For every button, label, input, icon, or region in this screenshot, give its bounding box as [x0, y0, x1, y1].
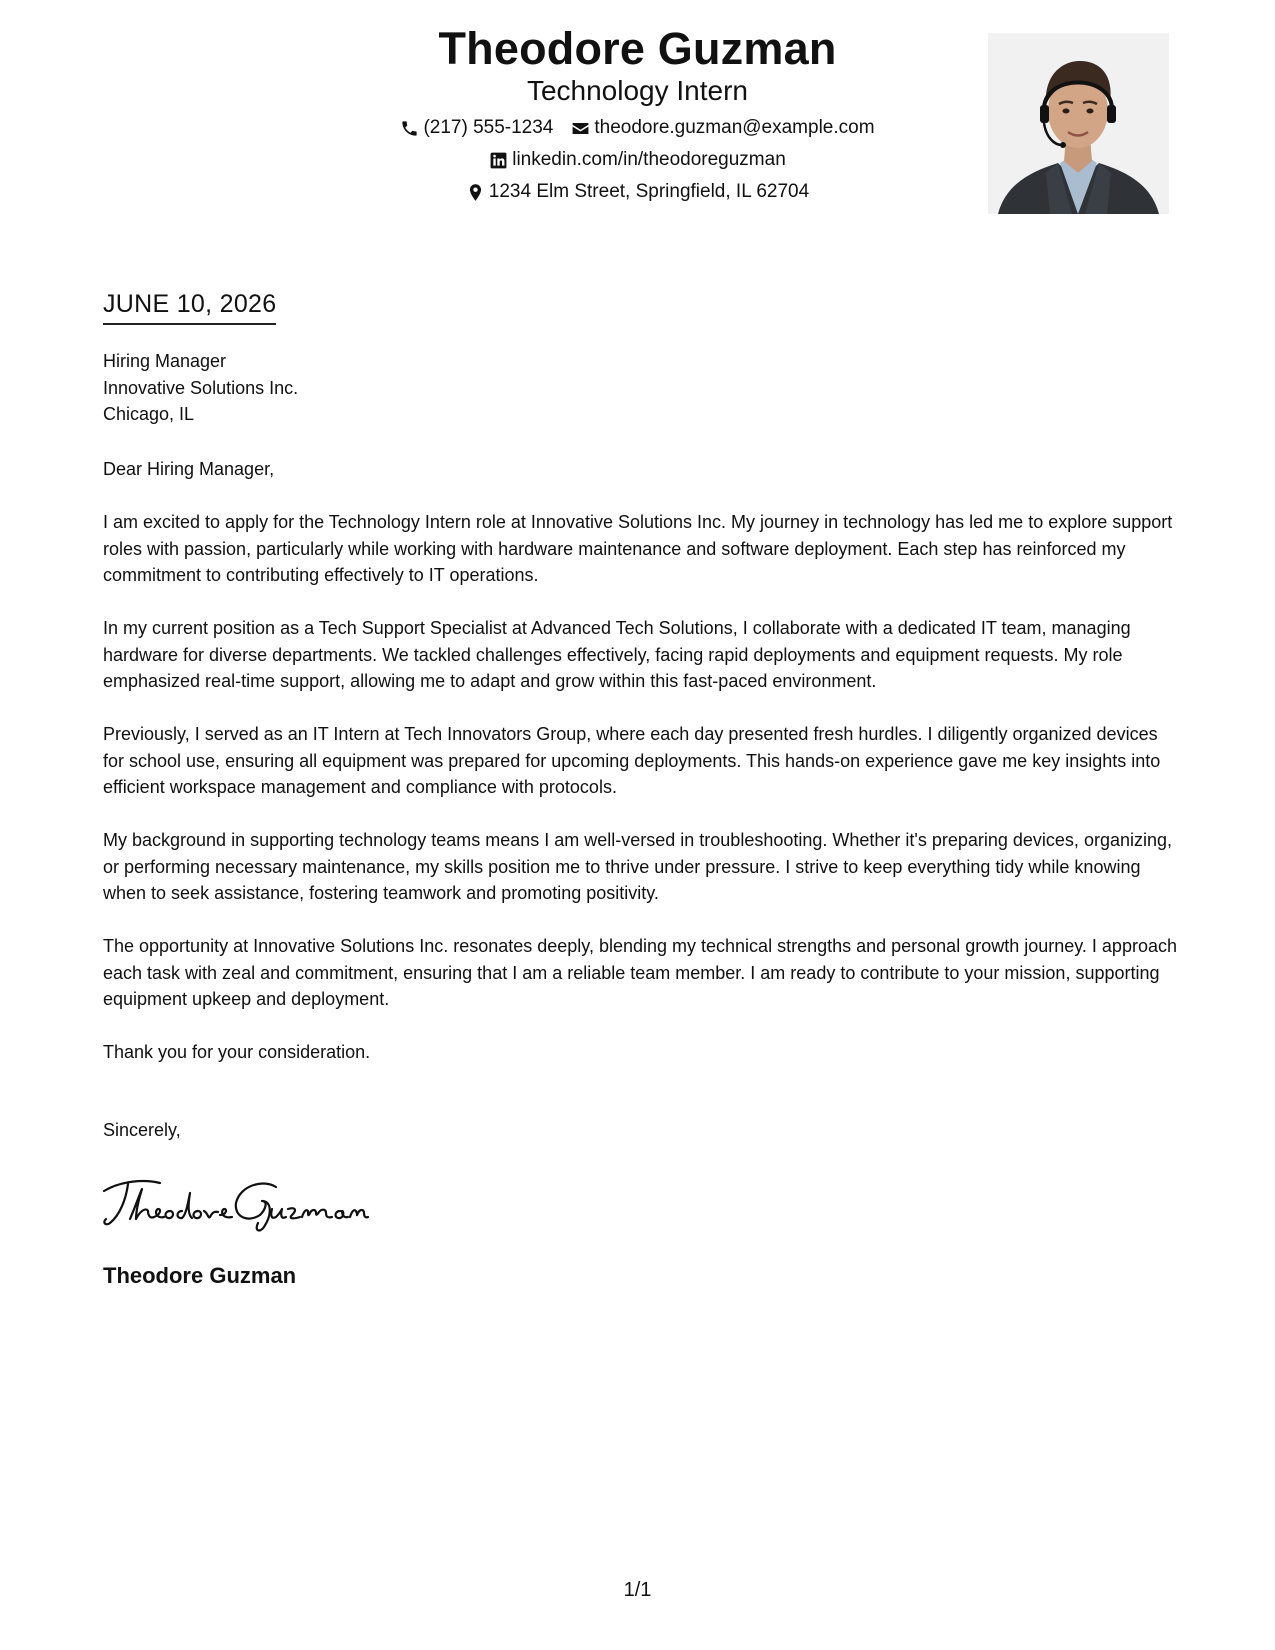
contact-linkedin: [489, 148, 786, 172]
map-pin-icon: [466, 183, 485, 202]
envelope-icon: [571, 119, 590, 138]
contact-phone: [400, 116, 553, 140]
recipient-block: [103, 348, 298, 428]
phone-text: (217) 555-1234: [423, 117, 554, 138]
recipient-company: Innovative Solutions Inc.: [103, 377, 299, 398]
applicant-name: Theodore Guzman: [438, 23, 837, 74]
phone-icon: [400, 119, 419, 138]
contact-email: [571, 116, 874, 140]
linkedin-icon: [489, 151, 508, 170]
signer-name: Theodore Guzman: [103, 1263, 297, 1288]
applicant-title: Technology Intern: [526, 75, 749, 106]
page-indicator: 1/1: [623, 1579, 652, 1601]
body-paragraph: The opportunity at Innovative Solutions Inc. resonates deeply, blending my technical strengths and personal growth journey. I approach each task with zeal and commitment, ensuring that I am a reliable team member. I am ready to contribute to your mission, supporting equipment upkeep and deployment.: [103, 936, 1177, 1009]
recipient-location: Chicago, IL: [103, 404, 195, 424]
thank-you-line: Thank you for your consideration.: [103, 1042, 371, 1062]
recipient-name: Hiring Manager: [103, 351, 227, 371]
email-text: theodore.guzman@example.com: [594, 117, 875, 138]
body-paragraph: In my current position as a Tech Support Specialist at Advanced Tech Solutions, I collaborate with a dedicated IT team, managing hardware for diverse departments. We tackled challenges effectively, facing rapid deployments and equipment requests. My role emphasized real-time support, allowing me to adapt and grow within this fast-paced environment.: [103, 618, 1131, 691]
body-paragraph: My background in supporting technology teams means I am well-versed in troubleshooting. Whether it's preparing devices, organizing, or performing necessary maintenance, my skills position me to thrive under pressure. I strive to keep everything tidy while knowing when to seek assistance, fostering teamwork and promoting positivity.: [103, 830, 1172, 903]
address-text: 1234 Elm Street, Springfield, IL 62704: [488, 181, 810, 202]
letter-body: [103, 456, 1178, 1092]
contact-address: [466, 180, 809, 204]
handwritten-signature: [100, 1175, 370, 1235]
profile-photo: [988, 33, 1169, 214]
linkedin-text: linkedin.com/in/theodoreguzman: [512, 149, 786, 170]
salutation: Dear Hiring Manager,: [103, 459, 275, 479]
letter-date: JUNE 10, 2026: [103, 288, 276, 325]
body-paragraph: Previously, I served as an IT Intern at Tech Innovators Group, where each day presented fresh hurdles. I diligently organized devices for school use, ensuring all equipment was prepared for upcoming deployments. This hands-on experience gave me key insights into efficient workspace management and compliance with protocols.: [103, 724, 1161, 797]
closing-line: Sincerely,: [103, 1120, 181, 1140]
body-paragraph: I am excited to apply for the Technology Intern role at Innovative Solutions Inc. My journey in technology has led me to explore support roles with passion, particularly while working with hardware maintenance and software deployment. Each step has reinforced my commitment to contributing effectively to IT operations.: [103, 512, 1173, 585]
